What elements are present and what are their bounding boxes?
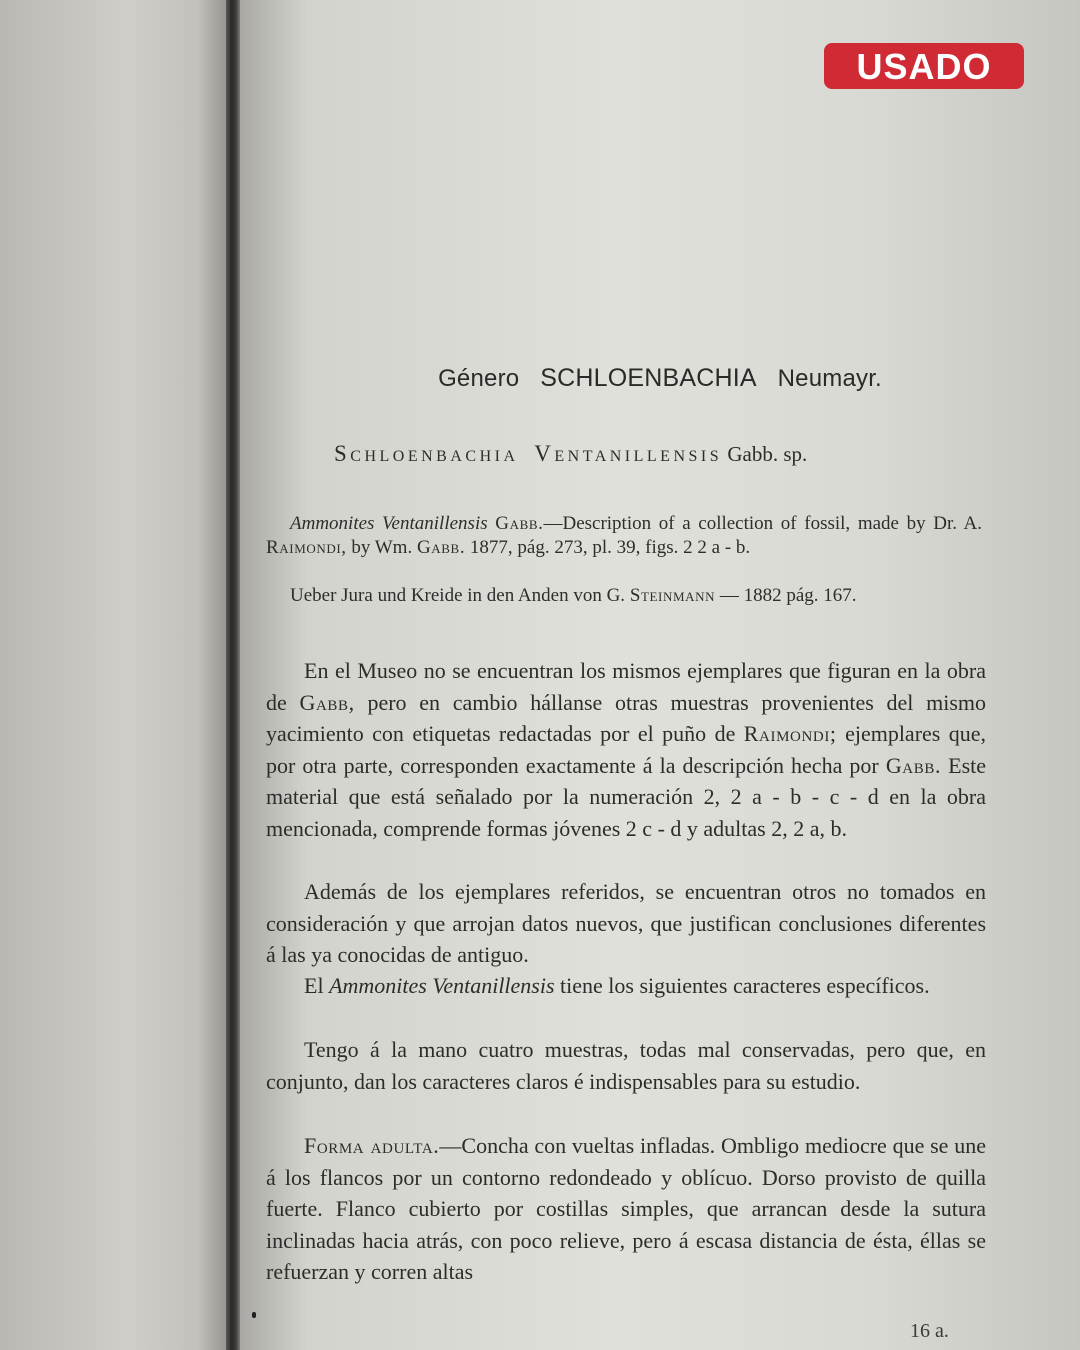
- p4-text: Tengo á la mano cuatro muestras, todas mal conservadas, pero que, en conjunto, dan los caracteres claros é indispensables para su estudio.: [266, 1037, 986, 1094]
- ref1-author: Gabb.: [495, 513, 544, 534]
- paragraph-5: [266, 1130, 986, 1288]
- p1-text-c: ejemplares que, por otra parte, corresponden exactamente á la descripción hecha por: [266, 721, 987, 778]
- ref2-text-b: — 1882 pág. 167.: [719, 585, 857, 606]
- genus-author: Neumayr.: [777, 365, 882, 392]
- p1-gabb-1: Gabb,: [299, 689, 355, 715]
- species-name-epithet: Ventanillensis: [534, 441, 723, 466]
- ink-dot: [252, 1312, 256, 1318]
- page-number: 16 a.: [910, 1320, 949, 1342]
- p1-gabb-2: Gabb.: [885, 752, 942, 778]
- genus-prefix: Género: [438, 365, 520, 392]
- paragraph-3: [266, 970, 986, 1002]
- species-heading: [334, 441, 914, 467]
- species-suffix: Gabb. sp.: [727, 442, 808, 466]
- p1-text-d: Este material que está señalado por la numeración 2, 2 a - b - c - d en la obra mencionada, comprende formas jóvenes 2 c - d y adultas 2, 2 a, b.: [266, 752, 987, 841]
- used-badge: USADO: [824, 43, 1024, 89]
- p5-text: —Concha con vueltas infladas. Ombligo mediocre que se une á los flancos por un contorno redondeado y oblícuo. Dorso provisto de quilla fuerte. Flanco cubierto por costillas simples, que arrancan desde la sutura inclinadas hacia atrás, con poco relieve, pero á escasa distancia de ésta, éllas se refuerzan y corren altas: [266, 1133, 986, 1284]
- ref1-title: Ammonites Ventanillensis: [290, 513, 488, 534]
- ref1-text-a: —Description of a collection of fossil, made by Dr. A.: [543, 513, 983, 534]
- ref1-author2: Gabb.: [416, 537, 466, 558]
- species-name-genus: Schloenbachia: [334, 441, 519, 466]
- reference-2: [266, 584, 982, 608]
- ref1-collector: Raimondi,: [266, 537, 347, 558]
- p1-text-a: En el Museo no se encuentran los mismos ejemplares que figuran en la obra de: [266, 658, 986, 715]
- ref2-text-a: Ueber Jura und Kreide in den Anden von G.: [290, 585, 626, 606]
- reference-1: [266, 512, 982, 560]
- ref2-author: Steinmann: [629, 585, 716, 606]
- p1-raimondi: Raimondi;: [743, 721, 837, 746]
- p3-text-b: tiene los siguientes caracteres específicos.: [560, 973, 930, 998]
- paragraph-2: [266, 876, 986, 971]
- ref1-text-c: 1877, pág. 273, pl. 39, figs. 2 2 a - b.: [469, 537, 751, 558]
- left-page: [0, 0, 232, 1350]
- genus-name: SCHLOENBACHIA: [540, 364, 757, 392]
- paragraph-1: [266, 655, 986, 844]
- p2-text: Además de los ejemplares referidos, se encuentran otros no tomados en consideración y que arrojan datos nuevos, que justifican conclusiones diferentes á las ya conocidas de antiguo.: [266, 879, 986, 967]
- genus-heading: [240, 364, 1080, 393]
- p3-species: Ammonites Ventanillensis: [329, 973, 555, 998]
- book-gutter: [226, 0, 240, 1350]
- p1-text-b: pero en cambio hállanse otras muestras provenientes del mismo yacimiento con etiquetas redactadas por el puño de: [266, 689, 987, 746]
- paragraph-4: [266, 1034, 986, 1097]
- p5-label: Forma adulta.: [304, 1133, 440, 1158]
- p3-text-a: El: [304, 973, 324, 998]
- ref1-text-b: by Wm.: [351, 537, 413, 558]
